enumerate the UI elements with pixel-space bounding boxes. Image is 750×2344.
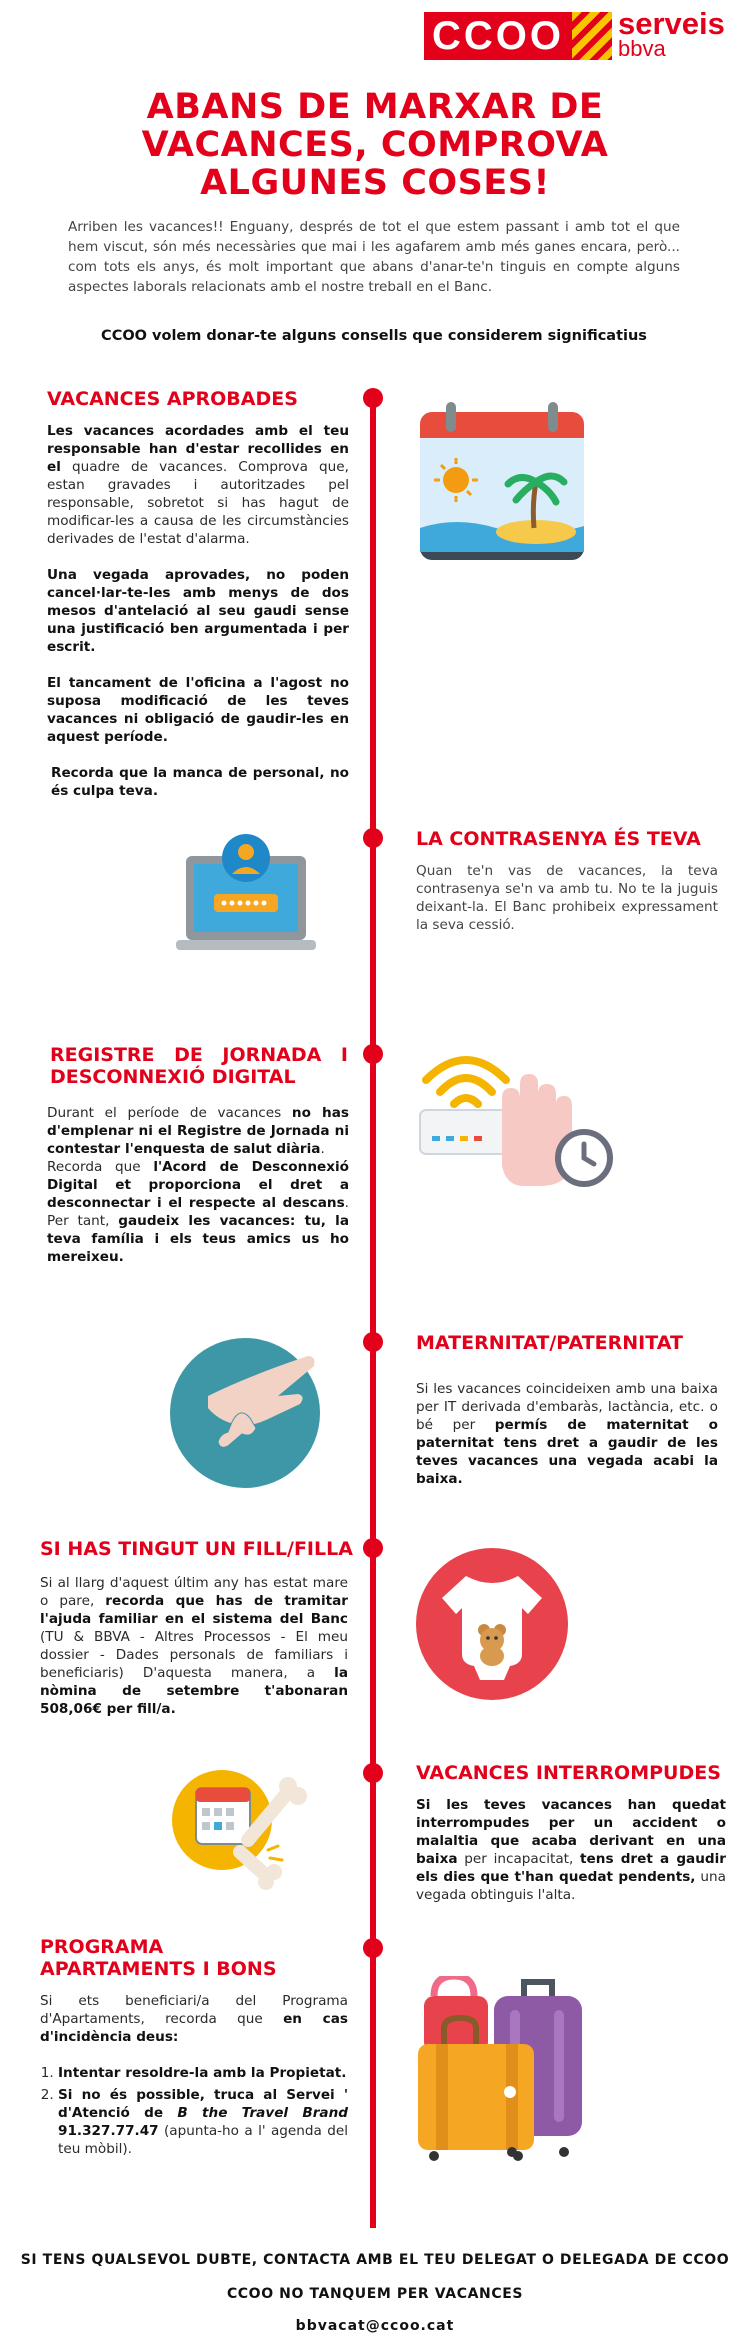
section-title-interrompudes: VACANCES INTERROMPUDES (416, 1762, 721, 1784)
calendar-beach-icon (416, 398, 588, 566)
logo-line2: bbva (618, 36, 666, 61)
fill-c: (TU & BBVA - Altres Processos - El meu dossier - Dades personals de familiars i beneficiaris) D'aquesta manera, a (40, 1629, 348, 1681)
subtitle: CCOO volem donar-te alguns consells que considerem significatius (101, 328, 647, 344)
programa-li2d: (apunta-ho a l' agenda del teu mòbil). (58, 2123, 348, 2157)
programa-b: en cas d'incidència deus: (40, 2011, 349, 2045)
section-title-programa: PROGRAMA APARTAMENTS I BONS (40, 1936, 277, 1980)
interrompudes-a: Si les teves vacances han quedat interrompudes per un accident o malaltia que acaba derivant en una baixa (416, 1797, 726, 1867)
baby-bodysuit-icon (414, 1546, 570, 1702)
section-title-vacances: VACANCES APROBADES (47, 388, 298, 410)
section-title-maternitat: MATERNITAT/PATERNITAT (416, 1332, 683, 1354)
timeline-dot (363, 388, 383, 408)
luggage-icon (414, 1976, 594, 2162)
section-text-vacances (47, 422, 349, 818)
maternitat-b: permís de maternitat o paternitat tens dret a gaudir de les teves vacances una vegada acabi la baixa. (416, 1417, 718, 1487)
vacances-p2: Una vegada aprovades, no poden cancel·lar-te-les amb menys de dos mesos d'antelació al seu gaudi sense una justificació ben argumentada i per escrit. (47, 567, 349, 655)
vacances-p4: Recorda que la manca de personal, no és culpa teva. (51, 765, 349, 799)
footer-email[interactable]: bbvacat@ccoo.cat (295, 2318, 455, 2334)
registre-c: . (320, 1141, 325, 1157)
section-text-maternitat (416, 1380, 718, 1488)
vacances-p3: El tancament de l'oficina a l'agost no suposa modificació de les teves vacances ni obligació de gaudir-les en aquest període. (47, 675, 349, 745)
programa-li2b: B the Travel Brand (177, 2105, 349, 2121)
timeline-dot (363, 828, 383, 848)
laptop-password-icon (176, 834, 316, 964)
section-text-programa (40, 1992, 348, 2162)
wifi-router-hand-icon (416, 1040, 616, 1190)
programa-li2a: Si no és possible, truca al Servei ' d'Atenció de (58, 2087, 348, 2121)
fill-b: recorda que has de tramitar l'ajuda familiar en el sistema del Banc (40, 1593, 348, 1627)
programa-list-item (58, 2086, 348, 2158)
interrompudes-c: tens dret a gaudir els dies que t'han quedat pendents, (416, 1851, 726, 1885)
page-title: ABANS DE MARXAR DE VACANCES, COMPROVA ALGUNES COSES! (141, 87, 609, 203)
programa-a: Si ets beneficiari/a del Programa d'Apartaments, recorda que (40, 1993, 348, 2027)
section-text-registre (47, 1104, 349, 1266)
section-title-fill: SI HAS TINGUT UN FILL/FILLA (40, 1538, 353, 1560)
maternitat-a: Si les vacances coincideixen amb una baixa per IT derivada d'embaràs, lactància, etc. o bé per (416, 1381, 718, 1433)
timeline-dot (363, 1332, 383, 1352)
section-text-interrompudes (416, 1796, 726, 1904)
registre-g: gaudeix les vacances: tu, la teva família i els teus amics us ho mereixeu. (47, 1213, 350, 1265)
fill-a: Si al llarg d'aquest últim any has estat mare o pare, (40, 1575, 348, 1609)
section-title-contrasenya: LA CONTRASENYA ÉS TEVA (416, 828, 701, 850)
hands-icon (168, 1336, 322, 1490)
footer-contact: SI TENS QUALSEVOL DUBTE, CONTACTA AMB EL TEU DELEGAT O DELEGADA DE CCOO (20, 2252, 730, 2268)
registre-d: Recorda que (47, 1159, 154, 1175)
section-title-registre: REGISTRE DE JORNADA I DESCONNEXIÓ DIGITAL (50, 1044, 348, 1088)
programa-li2c: 91.327.77.47 (58, 2123, 159, 2139)
ccoo-logo (424, 12, 612, 60)
timeline-dot (363, 1938, 383, 1958)
calendar-broken-bone-icon (170, 1762, 322, 1890)
registre-b: no has d'emplenar ni el Registre de Jornada ni contestar l'enquesta de salut diària (47, 1105, 349, 1157)
interrompudes-d: una vegada obtinguis l'alta. (416, 1869, 726, 1903)
timeline-dot (363, 1763, 383, 1783)
programa-li1: Intentar resoldre-la amb la Propietat. (58, 2065, 347, 2081)
interrompudes-b: per incapacitat, (457, 1851, 581, 1867)
section-text-fill (40, 1574, 348, 1718)
logo-brand: CCOO (432, 14, 564, 58)
registre-e: l'Acord de Desconnexió Digital et proporciona el dret a desconnectar i el respecte al descans (47, 1159, 349, 1211)
logo-line1: serveis (618, 6, 725, 41)
vacances-p1-rest: quadre de vacances. Comprova que, estan gravades i autoritzades pel responsable, sobretot si has hagut de modificar-les a causa de les circumstàncies derivades de l'estat d'alarma. (47, 459, 349, 547)
registre-f: . Per tant, (47, 1195, 349, 1229)
vacances-p1-bold: Les vacances acordades amb el teu responsable han d'estar recollides en el (47, 423, 349, 475)
fill-d: la nòmina de setembre t'abonaran 508,06€ per fill/a. (40, 1665, 348, 1717)
catalan-flag-icon (572, 12, 612, 60)
footer-slogan: CCOO NO TANQUEM PER VACANCES (226, 2286, 524, 2302)
logo-subtitle (618, 8, 725, 60)
section-text-contrasenya: Quan te'n vas de vacances, la teva contrasenya se'n va amb tu. No te la juguis deixant-la. El Banc prohibeix expressament la seva cessió. (416, 863, 718, 933)
programa-list-item (58, 2064, 348, 2082)
programa-list (40, 2064, 348, 2158)
timeline-dot (363, 1044, 383, 1064)
registre-a: Durant el període de vacances (47, 1105, 292, 1121)
intro-paragraph: Arriben les vacances!! Enguany, després de tot el que estem passant i amb tot el que hem viscut, són més necessàries que mai i les agafarem amb més ganes encara, però... com tots els anys, és molt important que abans d'anar-te'n tinguis en compte alguns aspectes laborals relacionats amb el nostre treball en el Banc. (68, 219, 680, 295)
timeline-dot (363, 1538, 383, 1558)
